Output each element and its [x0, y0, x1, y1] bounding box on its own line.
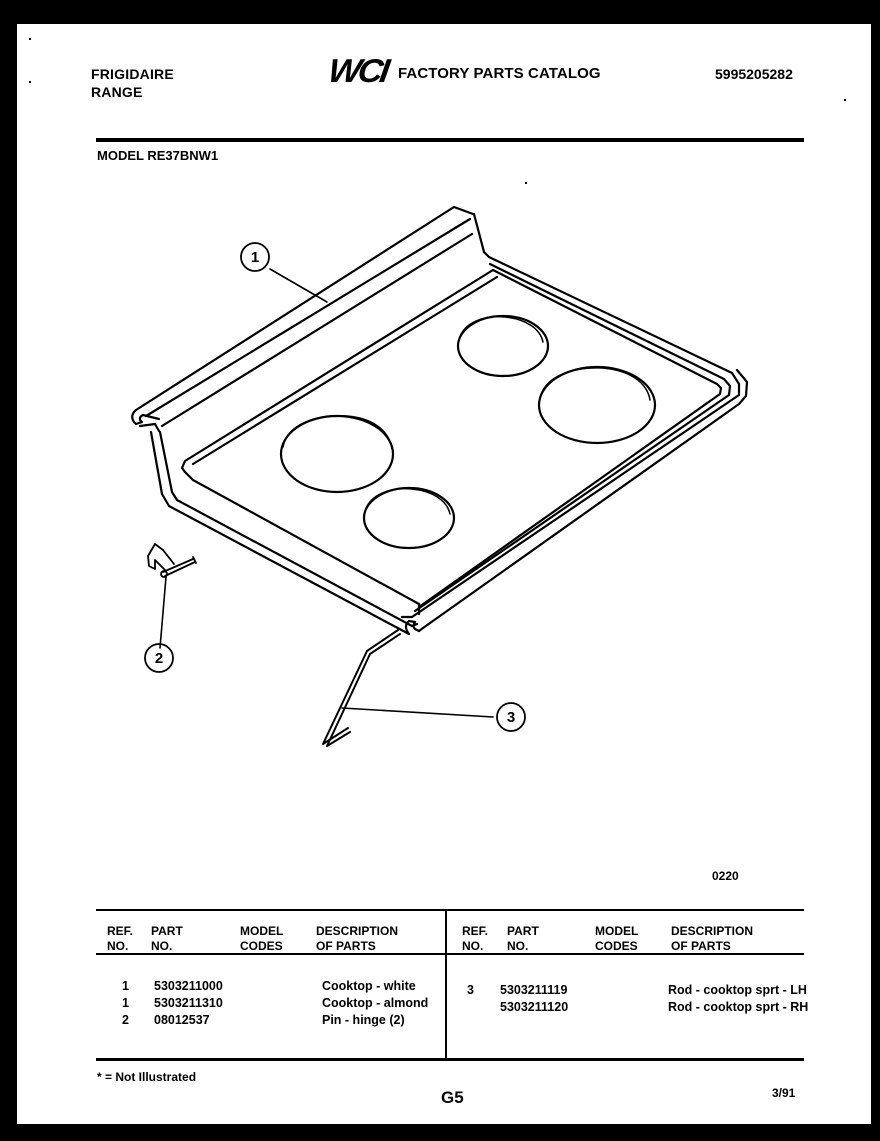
table-row-part: 08012537: [154, 1013, 210, 1027]
table-row-description: Rod - cooktop sprt - LH: [668, 983, 807, 997]
header-ref-no-right: REF. NO.: [462, 924, 489, 953]
table-top-rule: [96, 909, 804, 911]
table-row-description: Cooktop - white: [322, 979, 416, 993]
callout-3-label: 3: [506, 709, 516, 726]
header-model-codes-right: MODEL CODES: [595, 924, 639, 953]
catalog-page: [17, 24, 871, 1124]
table-row-part: 5303211119: [500, 983, 568, 997]
table-bottom-rule: [96, 1058, 804, 1061]
model-label: MODEL: [97, 148, 144, 163]
callout-2-label: 2: [154, 650, 164, 667]
hinge-pin-part: [148, 544, 196, 577]
callout-bubbles: [145, 243, 525, 731]
model-number: RE37BNW1: [147, 148, 219, 163]
header-part-no-left: PART NO.: [151, 924, 183, 953]
table-row-part: 5303211120: [500, 1000, 569, 1014]
header-part-no-right: PART NO.: [507, 924, 539, 953]
callout-leaders: [160, 269, 493, 717]
table-column-divider: [445, 910, 447, 1060]
callout-1-label: 1: [250, 249, 260, 266]
support-rod-part: [323, 630, 400, 746]
cooktop-diagram: [17, 24, 871, 884]
header-ref-no-left: REF. NO.: [107, 924, 134, 953]
cooktop-part: [132, 207, 747, 634]
table-row-ref: 3: [467, 983, 474, 997]
revision-date: 3/91: [772, 1086, 796, 1100]
footnote: * = Not Illustrated: [97, 1070, 197, 1084]
catalog-number: 5995205282: [715, 66, 793, 82]
table-row-description: Cooktop - almond: [322, 996, 429, 1010]
header-description-left: DESCRIPTION OF PARTS: [316, 924, 399, 953]
catalog-title: FACTORY PARTS CATALOG: [398, 65, 601, 82]
brand-name: FRIGIDAIRE: [91, 66, 174, 82]
table-row-description: Rod - cooktop sprt - RH: [668, 1000, 809, 1014]
header-model-codes-left: MODEL CODES: [240, 924, 284, 953]
figure-id: 0220: [712, 869, 739, 883]
table-row-part: 5303211000: [154, 979, 223, 993]
product-type: RANGE: [91, 84, 143, 100]
table-row-ref: 2: [122, 1013, 129, 1027]
table-row-description: Pin - hinge (2): [322, 1013, 405, 1027]
table-row-part: 5303211310: [154, 996, 223, 1010]
page-id: G5: [441, 1088, 464, 1107]
table-row-ref: 1: [122, 979, 129, 993]
table-row-ref: 1: [122, 996, 129, 1010]
wci-logo: WCI: [325, 52, 390, 89]
header-description-right: DESCRIPTION OF PARTS: [671, 924, 754, 953]
